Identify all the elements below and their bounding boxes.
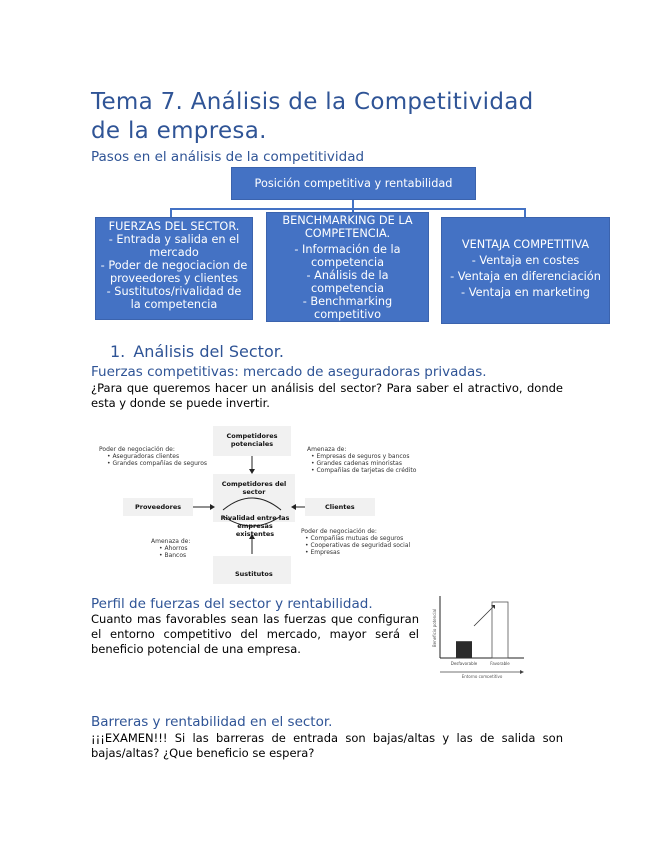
clientes-label: Clientes bbox=[325, 503, 355, 511]
ventaja-line: - Ventaja en marketing bbox=[461, 286, 590, 299]
benchmarking-line: - Información de la bbox=[294, 243, 401, 256]
section-1-heading bbox=[110, 342, 284, 362]
list-item: • Bancos bbox=[159, 552, 187, 559]
connector-horizontal bbox=[170, 208, 526, 210]
fuerzas-line: - Entrada y salida en el bbox=[108, 233, 240, 246]
fuerzas-box bbox=[95, 217, 253, 320]
competidores-potenciales-label: Competidores potenciales bbox=[226, 432, 278, 448]
fuerzas-line: - Poder de negociacion de bbox=[100, 259, 248, 272]
list-item: • Empresas bbox=[305, 549, 340, 556]
list-item: • Compañías de tarjetas de crédito bbox=[311, 467, 417, 474]
document-title bbox=[91, 88, 571, 146]
competidores-sector-label: Competidores del sector bbox=[221, 480, 287, 496]
fuerzas-box-title: FUERZAS DEL SECTOR. bbox=[108, 220, 240, 233]
list-item-text: Empresas bbox=[310, 549, 340, 556]
amenaza-sustitutos-title: Amenaza de: bbox=[151, 538, 191, 545]
chart-xlabel: Entorno competitivo bbox=[461, 674, 503, 678]
list-item-text: Aseguradoras clientes bbox=[112, 453, 180, 460]
list-item-text: Ahorros bbox=[164, 545, 188, 552]
fuerzas-line: la competencia bbox=[130, 298, 218, 311]
fuerzas-line: - Sustitutos/rivalidad de bbox=[106, 285, 242, 298]
amenaza-entrada-block bbox=[307, 446, 425, 474]
chart-bar-0 bbox=[456, 641, 472, 658]
ventaja-box bbox=[441, 217, 610, 324]
list-item-text: Compañías de tarjetas de crédito bbox=[316, 467, 417, 474]
list-item: • Aseguradoras clientes bbox=[107, 453, 180, 460]
chart-x-arrow-head bbox=[520, 670, 524, 674]
amenaza-sustitutos-block bbox=[151, 538, 211, 559]
top-box-label: Posición competitiva y rentabilidad bbox=[254, 177, 453, 190]
amenaza-entrada-title: Amenaza de: bbox=[307, 446, 347, 453]
perfil-paragraph: Cuanto mas favorables sean las fuerzas que configuran el entorno competitivo del mercado, mayor será el beneficio potencial de una empresa. bbox=[91, 612, 419, 656]
proveedores-label: Proveedores bbox=[135, 503, 182, 511]
perfil-chart-svg bbox=[430, 592, 530, 678]
benchmarking-box-title: BENCHMARKING DE LA bbox=[282, 214, 413, 227]
fuerzas-line: proveedores y clientes bbox=[109, 272, 239, 285]
list-item-text: Bancos bbox=[164, 552, 187, 559]
pasos-heading: Pasos en el análisis de la competitividad bbox=[91, 149, 365, 165]
chart-ylabel: Beneficio potencial bbox=[432, 608, 437, 648]
poder-clientes-block bbox=[301, 528, 425, 556]
benchmarking-box-title: COMPETENCIA. bbox=[304, 227, 391, 240]
list-item-text: Cooperativas de seguridad social bbox=[310, 542, 411, 549]
fuerzas-line: mercado bbox=[149, 246, 199, 259]
benchmarking-line: - Análisis de la bbox=[306, 269, 389, 282]
sustitutos-label: Sustitutos bbox=[235, 570, 273, 578]
list-item: • Grandes compañías de seguros bbox=[107, 460, 208, 467]
fuerzas-heading: Fuerzas competitivas: mercado de aseguradoras privadas. bbox=[91, 364, 487, 380]
barreras-heading: Barreras y rentabilidad en el sector. bbox=[91, 714, 333, 730]
list-item: • Empresas de seguros y bancos bbox=[311, 453, 410, 460]
benchmarking-box bbox=[266, 212, 429, 322]
title-line-1: Tema 7. Análisis de la Competitividad bbox=[91, 89, 534, 115]
list-item-text: Compañías mutuas de seguros bbox=[310, 535, 404, 542]
list-item: • Cooperativas de seguridad social bbox=[305, 542, 411, 549]
list-item: • Grandes cadenas minoristas bbox=[311, 460, 402, 467]
perfil-chart bbox=[430, 592, 530, 678]
perfil-heading: Perfil de fuerzas del sector y rentabilidad. bbox=[91, 596, 373, 612]
list-item-text: Grandes compañías de seguros bbox=[112, 460, 208, 467]
poder-proveedores-title: Poder de negociación de: bbox=[99, 446, 175, 453]
chart-category-label: Desfavorable bbox=[450, 661, 478, 666]
title-line-2: de la empresa. bbox=[91, 118, 267, 144]
connector-right bbox=[524, 208, 526, 217]
ventaja-line: - Ventaja en costes bbox=[471, 254, 580, 267]
benchmarking-line: - Benchmarking bbox=[302, 295, 393, 308]
list-item-text: Empresas de seguros y bancos bbox=[316, 453, 410, 460]
list-item: • Ahorros bbox=[159, 545, 188, 552]
section-number: 1. bbox=[110, 342, 126, 361]
benchmarking-line: competencia bbox=[310, 282, 385, 295]
benchmarking-line: competencia bbox=[310, 256, 385, 269]
list-item: • Compañías mutuas de seguros bbox=[305, 535, 404, 542]
list-item-text: Grandes cadenas minoristas bbox=[316, 460, 402, 467]
chart-bar-1 bbox=[492, 602, 508, 658]
porter-figure bbox=[95, 424, 425, 586]
barreras-paragraph: ¡¡¡EXAMEN!!! Si las barreras de entrada son bajas/altas y las de salida son bajas/altas? ¿Que beneficio se espera? bbox=[91, 731, 563, 760]
ventaja-line: - Ventaja en diferenciación bbox=[450, 270, 601, 283]
chart-category-label: Favorable bbox=[490, 661, 510, 666]
poder-proveedores-block bbox=[99, 446, 211, 467]
connector-left bbox=[170, 208, 172, 217]
top-box bbox=[231, 167, 476, 200]
section-title: Análisis del Sector. bbox=[133, 342, 284, 361]
ventaja-box-title: VENTAJA COMPETITIVA bbox=[461, 238, 590, 251]
chart-trend-arrow bbox=[474, 606, 494, 626]
poder-clientes-title: Poder de negociación de: bbox=[301, 528, 377, 535]
fuerzas-paragraph: ¿Para que queremos hacer un análisis del sector? Para saber el atractivo, donde esta y donde se puede invertir. bbox=[91, 381, 563, 410]
benchmarking-line: competitivo bbox=[314, 308, 381, 321]
rivalidad-label: Rivalidad entre las empresas existentes bbox=[220, 514, 290, 538]
